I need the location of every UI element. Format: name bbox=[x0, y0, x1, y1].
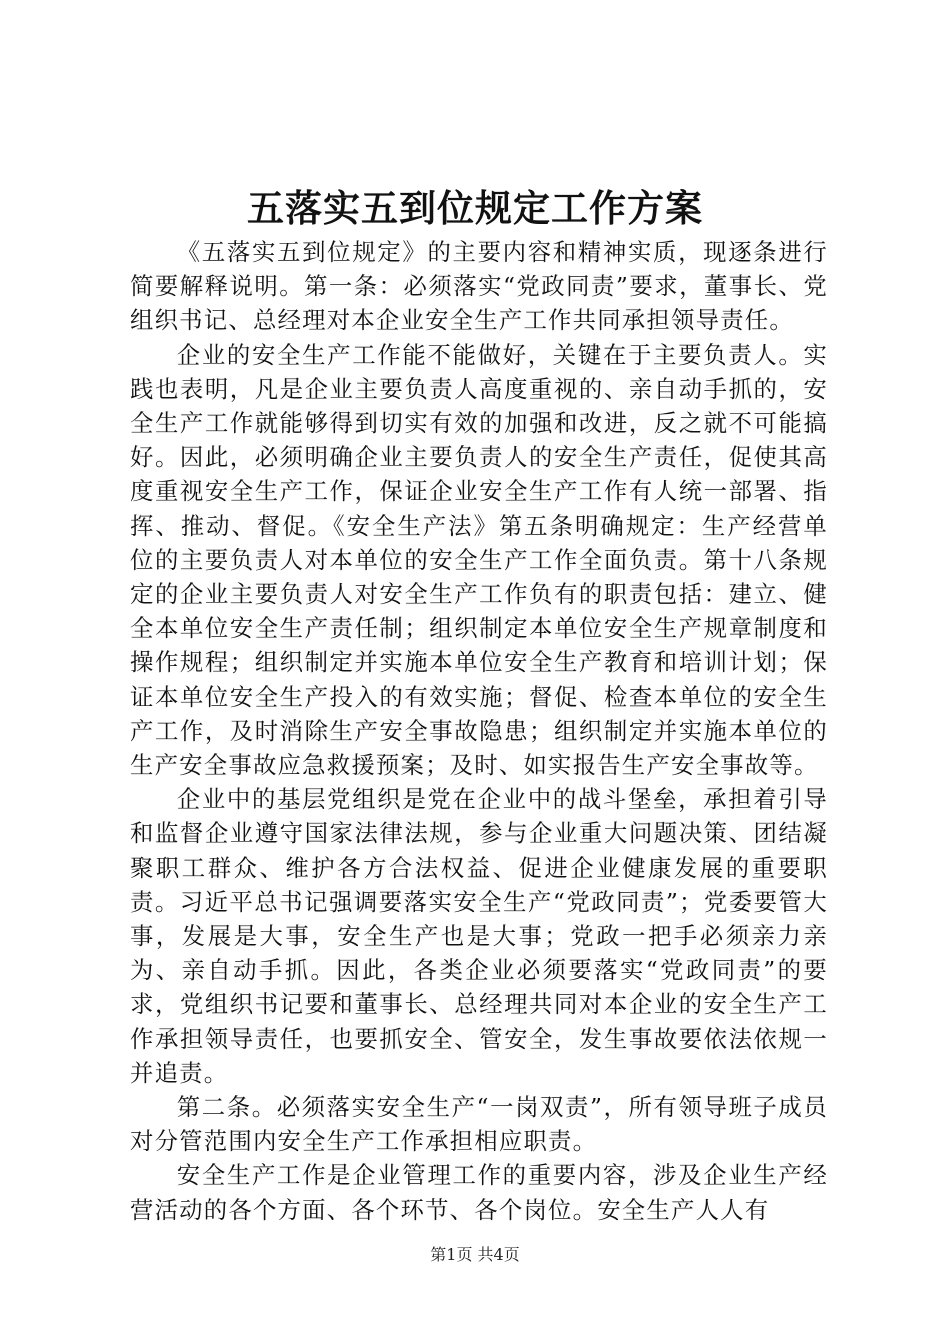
paragraph: 企业的安全生产工作能不能做好，关键在于主要负责人。实践也表明，凡是企业主要负责人高度重视的、亲自动手抓的，安全生产工作就能够得到切实有效的加强和改进，反之就不可能搞好。因此，必须明确企业主要负责人的安全生产责任，促使其高度重视安全生产工作，保证企业安全生产工作有人统一部署、指挥、推动、督促。《安全生产法》第五条明确规定：生产经营单位的主要负责人对本单位的安全生产工作全面负责。第十八条规定的企业主要负责人对安全生产工作负有的职责包括：建立、健全本单位安全生产责任制；组织制定本单位安全生产规章制度和操作规程；组织制定并实施本单位安全生产教育和培训计划；保证本单位安全生产投入的有效实施；督促、检查本单位的安全生产工作，及时消除生产安全事故隐患；组织制定并实施本单位的生产安全事故应急救援预案；及时、如实报告生产安全事故等。 bbox=[130, 340, 828, 780]
paragraph: 企业中的基层党组织是党在企业中的战斗堡垒，承担着引导和监督企业遵守国家法律法规，参与企业重大问题决策、团结凝聚职工群众、维护各方合法权益、促进企业健康发展的重要职责。习近平总书记强调要落实安全生产“党政同责”；党委要管大事，发展是大事，安全生产也是大事；党政一把手必须亲力亲为、亲自动手抓。因此，各类企业必须要落实“党政同责”的要求，党组织书记要和董事长、总经理共同对本企业的安全生产工作承担领导责任，也要抓安全、管安全，发生事故要依法依规一并追责。 bbox=[130, 785, 828, 1087]
document-body bbox=[130, 235, 828, 1227]
paragraph: 第二条。必须落实安全生产“一岗双责”，所有领导班子成员对分管范围内安全生产工作承担相应职责。 bbox=[130, 1093, 828, 1156]
paragraph: 《五落实五到位规定》的主要内容和精神实质，现逐条进行简要解释说明。第一条：必须落实“党政同责”要求，董事长、党组织书记、总经理对本企业安全生产工作共同承担领导责任。 bbox=[130, 238, 828, 335]
page-number-footer: 第1页 共4页 bbox=[430, 1245, 520, 1264]
document-title: 五落实五到位规定工作方案 bbox=[247, 186, 703, 230]
paragraph: 安全生产工作是企业管理工作的重要内容，涉及企业生产经营活动的各个方面、各个环节、各个岗位。安全生产人人有 bbox=[130, 1161, 828, 1224]
